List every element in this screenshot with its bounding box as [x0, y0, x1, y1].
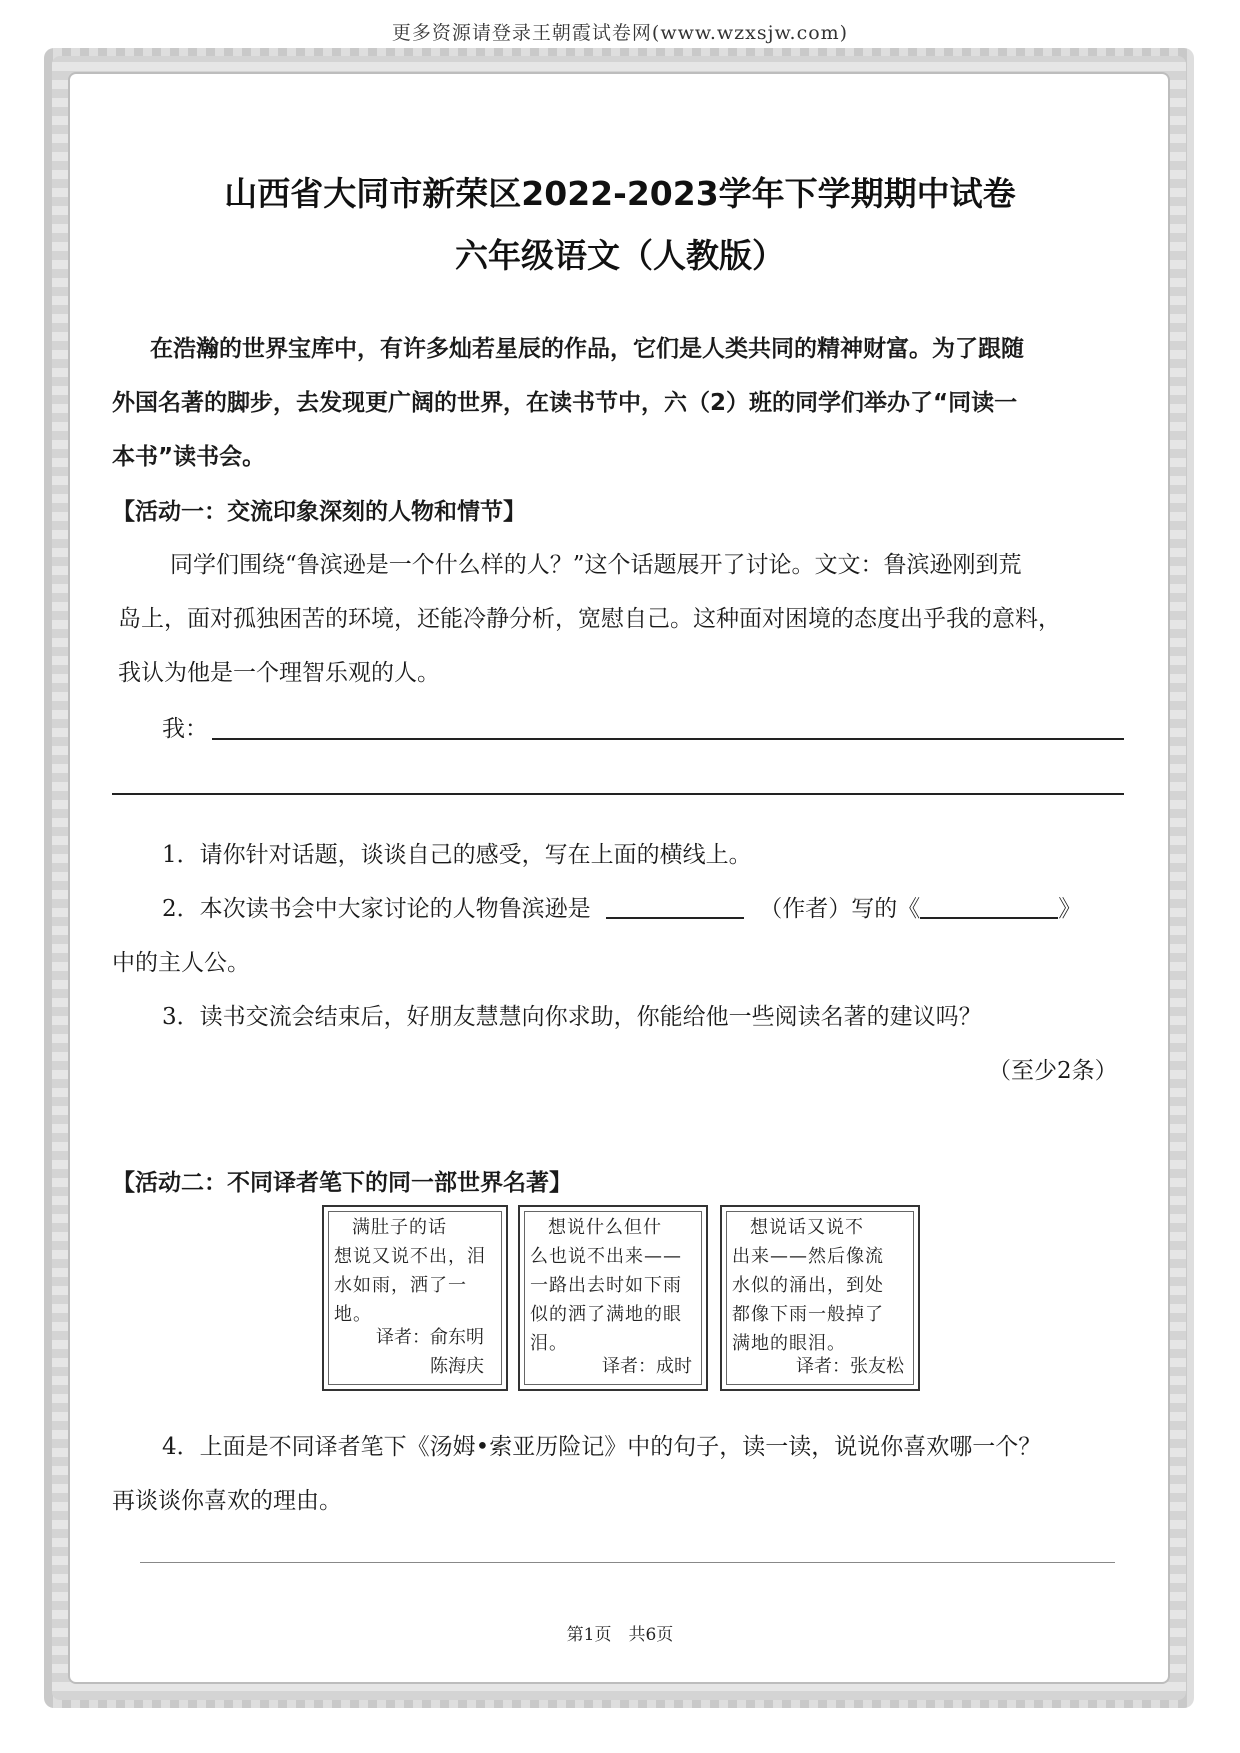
translation-card-3: [720, 1205, 920, 1391]
activity1-heading: 【活动一：交流印象深刻的人物和情节】: [112, 499, 526, 525]
card-3-line: 满地的眼泪。: [732, 1333, 846, 1354]
answer-line-2[interactable]: [112, 793, 1124, 795]
card-1-translator-2: 陈海庆: [430, 1356, 484, 1377]
question-2: [162, 890, 1081, 923]
page-number: 第1页 共6页: [566, 1625, 674, 1645]
question-2-text-a: 2．本次读书会中大家讨论的人物鲁滨逊是: [162, 896, 591, 922]
answer-line-1[interactable]: [212, 738, 1124, 740]
card-2-line: 么也说不出来——: [530, 1246, 682, 1267]
top-banner: 更多资源请登录王朝霞试卷网(www.wzxsjw.com): [391, 22, 849, 44]
card-1-line: 地。: [334, 1304, 372, 1325]
card-2-line: 似的洒了满地的眼: [530, 1304, 682, 1325]
me-label: 我：: [162, 716, 208, 742]
question-3-note: （至少2条）: [988, 1058, 1118, 1084]
question-2-text-c: 》: [1058, 896, 1082, 922]
activity1-line-2: 岛上，面对孤独困苦的环境，还能冷静分析，宽慰自己。这种面对困境的态度出乎我的意料，: [118, 606, 1061, 632]
card-3-line: 都像下雨一般掉了: [732, 1304, 884, 1325]
intro-line-2: 外国名著的脚步，去发现更广阔的世界，在读书节中，六（2）班的同学们举办了“同读一: [112, 390, 1018, 416]
question-4: 4．上面是不同译者笔下《汤姆•索亚历险记》中的句子，读一读，说说你喜欢哪一个？: [162, 1434, 1042, 1460]
book-title-blank[interactable]: [920, 895, 1058, 919]
activity2-heading: 【活动二：不同译者笔下的同一部世界名著】: [112, 1170, 572, 1196]
question-3: 3．读书交流会结束后，好朋友慧慧向你求助，你能给他一些阅读名著的建议吗？: [162, 1004, 982, 1030]
question-1: 1．请你针对话题，谈谈自己的感受，写在上面的横线上。: [162, 842, 752, 868]
question-2-line-2: 中的主人公。: [112, 950, 250, 976]
card-1-translator: 译者：俞东明: [376, 1327, 484, 1348]
card-1-line: 想说又说不出，泪: [334, 1246, 486, 1267]
exam-title: 山西省大同市新荣区2022-2023学年下学期期中试卷: [224, 174, 1016, 213]
card-3-line: 出来——然后像流: [732, 1246, 884, 1267]
footer-divider: [140, 1562, 1115, 1563]
card-1-line: 水如雨，洒了一: [334, 1275, 467, 1296]
intro-line-3: 本书”读书会。: [112, 444, 266, 470]
card-3-line: 水似的涌出，到处: [732, 1275, 884, 1296]
card-3-translator: 译者：张友松: [796, 1356, 904, 1377]
card-3-line: 想说话又说不: [750, 1217, 864, 1238]
activity1-line-1: 同学们围绕“鲁滨逊是一个什么样的人？”这个话题展开了讨论。文文：鲁滨逊刚到荒: [170, 552, 1022, 578]
card-2-line: 泪。: [530, 1333, 568, 1354]
card-2-translator: 译者：成时: [602, 1356, 692, 1377]
question-2-text-b: （作者）写的《: [759, 896, 921, 922]
translation-card-1: [322, 1205, 508, 1391]
translation-card-2: [518, 1205, 708, 1391]
card-2-line: 想说什么但什: [548, 1217, 662, 1238]
exam-subtitle: 六年级语文（人教版）: [455, 236, 785, 275]
author-blank[interactable]: [606, 895, 744, 919]
card-2-line: 一路出去时如下雨: [530, 1275, 682, 1296]
activity1-line-3: 我认为他是一个理智乐观的人。: [118, 660, 440, 686]
card-1-line: 满肚子的话: [352, 1217, 447, 1238]
question-4-line-2: 再谈谈你喜欢的理由。: [112, 1488, 342, 1514]
intro-line-1: 在浩瀚的世界宝库中，有许多灿若星辰的作品，它们是人类共同的精神财富。为了跟随: [150, 336, 1024, 362]
